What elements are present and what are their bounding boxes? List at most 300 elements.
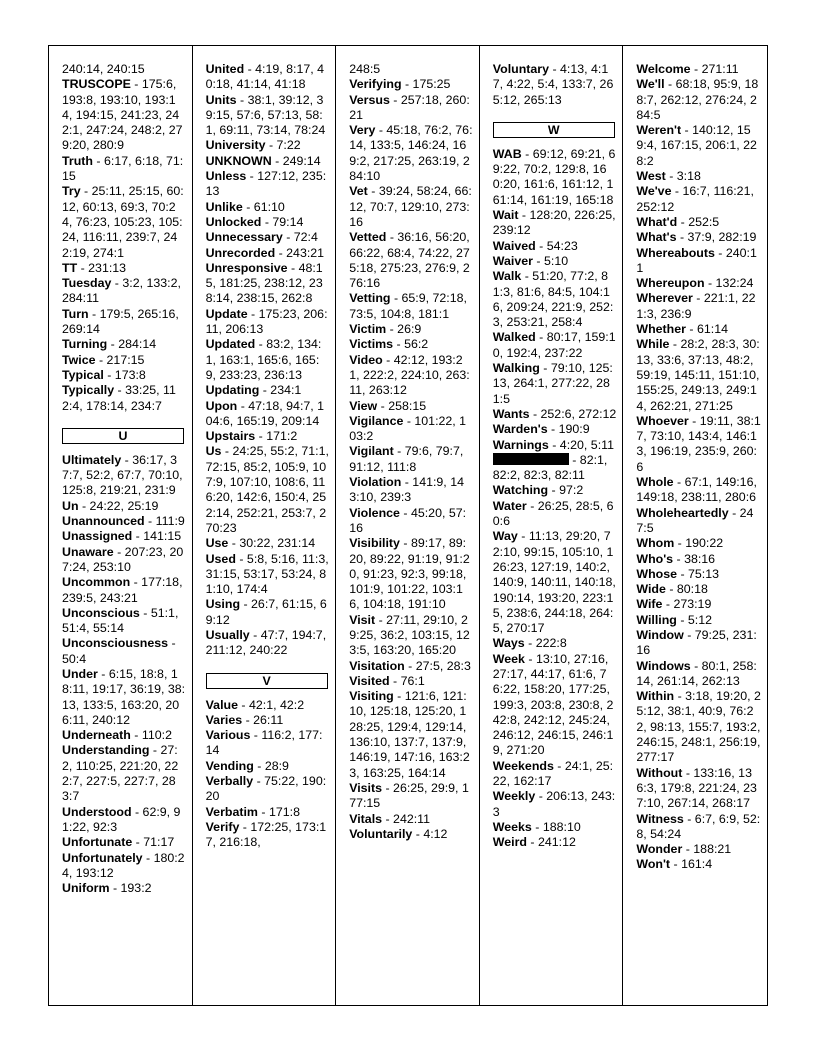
index-entry [349,62,473,77]
index-entry: Wife - 273:19 [636,597,712,612]
page-line-refs: 54:23 [546,238,578,253]
index-entry: Typical - 173:8 [62,367,146,382]
index-term: Various [205,728,251,743]
index-term: United [205,62,245,76]
index-term: Victim [349,322,387,337]
index-entry: TT - 231:13 [62,260,127,275]
page-line-refs: 193:2 [120,881,152,896]
index-entry: West - 3:18 [636,169,701,184]
index-term: Violence [349,505,400,520]
index-entry: Weren't - 140:12, 159:4, 167:15, 206:1, 228:2 [636,123,757,168]
index-entry: Uncommon - 177:18, 239:5, 243:21 [62,575,183,605]
page-line-refs: 47:18, 94:7, 104:6, 165:19, 209:14 [205,398,325,428]
index-entry: Understood - 62:9, 91:22, 92:3 [62,804,181,834]
page-line-refs: 27:5, 28:3 [415,658,471,673]
page-line-refs: 6:17, 6:18, 71:15 [62,153,184,184]
index-term: Unassigned [62,529,133,544]
page-line-refs: 3:2, 133:2, 284:11 [62,276,181,306]
index-term: Video [349,352,383,367]
index-term: TRUSCOPE [62,77,131,92]
index-term: Waiver [492,253,533,268]
page-line-refs: 67:1, 149:16, 149:18, 238:11, 280:6 [636,475,757,505]
index-entry: Used - 5:8, 5:16, 11:3, 31:15, 53:17, 53:24, 81:10, 174:4 [205,551,329,597]
index-entry: Turning - 284:14 [62,337,157,352]
page-line-refs: 171:8 [268,804,300,819]
page-line-refs: 273:19 [673,597,712,612]
index-term: Whoever [636,413,689,428]
index-term: Updated [205,337,256,352]
index-term: TT [62,260,78,275]
page-line-refs: 42:1, 42:2 [248,697,305,712]
page-line-refs: 190:22 [685,536,724,551]
index-term: UNKNOWN [205,153,272,168]
page-line-refs: 172:25, 173:17, 216:18, [205,819,327,850]
index-term: Vigilance [349,413,404,428]
page-line-refs: 37:9, 282:19 [687,230,757,245]
index-entry: Wonder - 188:21 [636,842,732,857]
index-term: Unaware [62,544,114,559]
page-line-refs: 47:7, 194:7, 211:12, 240:22 [205,627,327,658]
index-term: Visiting [349,689,394,704]
page-line-refs: 56:2 [404,337,429,352]
page-line-refs: 4:13, 4:17, 4:22, 5:4, 133:7, 265:12, 265:13 [492,62,614,107]
page-line-refs: 61:14 [696,322,728,337]
index-term: Unconsciousness [62,636,169,651]
page-line-refs: 188:21 [693,842,732,857]
index-entry: Waiver - 5:10 [492,253,569,268]
page-line-refs: 258:15 [388,398,427,413]
page-line-refs: 26:25, 28:5, 60:6 [492,498,614,529]
index-entry: Vetting - 65:9, 72:18, 73:5, 104:8, 181:1 [349,291,467,321]
index-term: Uncommon [62,575,131,590]
index-entry: Varies - 26:11 [205,712,284,727]
index-entry: Video - 42:12, 193:21, 222:2, 224:10, 263:11, 263:12 [349,352,470,398]
index-entry: Underneath - 110:2 [62,728,172,743]
page-line-refs: 76:1 [400,673,425,688]
index-entry: Unlocked - 79:14 [205,214,304,229]
index-entry: Under - 6:15, 18:8, 18:11, 19:17, 36:19, 38:13, 133:5, 163:20, 206:11, 240:12 [62,666,186,727]
index-page [48,45,768,1006]
page-line-refs: 51:1, 51:4, 55:14 [62,605,179,636]
index-term: Wants [492,406,530,421]
page-line-refs: 72:4 [293,230,318,245]
index-term: Vetting [349,291,391,306]
index-term: What's [636,230,677,245]
index-term: West [636,169,666,184]
page-line-refs: 5:12 [687,612,713,627]
index-entry: Visitation - 27:5, 28:3 [349,658,471,673]
index-entry: Ways - 222:8 [492,636,567,651]
index-entry: Unless - 127:12, 235:13 [205,169,327,199]
letter-heading: W [493,122,615,138]
index-term: Watching [492,483,549,498]
page-line-refs: 50:4 [62,651,87,666]
index-entry: Vetted - 36:16, 56:20, 66:22, 68:4, 74:22, 275:18, 275:23, 276:9, 276:16 [349,230,470,291]
page-line-refs: 38:16 [684,551,716,566]
index-term: Unless [205,169,247,184]
page-line-refs: 271:11 [701,62,739,76]
index-term: Vigilant [349,444,394,459]
index-entry: Truth - 6:17, 6:18, 71:15 [62,153,184,184]
index-entry: Unassigned - 141:15 [62,529,182,544]
index-term: Units [205,92,237,107]
page-line-refs: 7:22 [276,138,301,153]
index-term: Voluntarily [349,826,413,841]
index-entry: What'd - 252:5 [636,214,720,229]
page-line-refs: 97:2 [559,483,584,498]
page-line-refs: 4:19, 8:17, 40:18, 41:14, 41:18 [205,62,325,92]
page-line-refs: 175:25 [412,77,451,92]
page-line-refs: 161:4 [681,857,713,872]
index-entry: Voluntary - 4:13, 4:17, 4:22, 5:4, 133:7, 265:12, 265:13 [492,62,614,107]
index-entry: We'll - 68:18, 95:9, 188:7, 262:12, 276:24, 284:5 [636,77,759,122]
index-entry: Ultimately - 36:17, 37:7, 52:2, 67:7, 70:10, 125:8, 219:21, 231:9 [62,452,183,498]
index-entry: TRUSCOPE - 175:6, 193:8, 193:10, 193:14, 194:15, 241:23, 242:1, 247:24, 248:2, 279:20, 280:9 [62,77,183,153]
index-entry: Unconscious - 51:1, 51:4, 55:14 [62,605,179,636]
index-entry: Unresponsive - 48:15, 181:25, 238:12, 238:14, 238:15, 262:8 [205,260,323,306]
index-entry: Warden's - 190:9 [492,422,590,437]
index-entry: Won't - 161:4 [636,857,713,872]
index-term: Understanding [62,743,150,758]
index-term: Willing [636,612,677,627]
page-line-refs: 175:23, 206:11, 206:13 [205,306,328,337]
page-line-refs: 179:5, 265:16, 269:14 [62,306,179,337]
index-term: Use [205,536,229,551]
index-term: Whether [636,322,686,337]
page-line-refs: 80:1, 258:14, 261:14, 262:13 [636,658,757,688]
index-entry: Verbally - 75:22, 190:20 [205,774,327,804]
index-entry: Weekends - 24:1, 25:22, 162:17 [492,758,614,789]
page-line-refs: 80:17, 159:10, 192:4, 237:22 [492,330,616,360]
index-term: Uniform [62,881,110,896]
index-term: Wonder [636,842,683,857]
page-line-refs: 79:6, 79:7, 91:12, 111:8 [349,444,464,474]
index-entry: Whole - 67:1, 149:16, 149:18, 238:11, 280:6 [636,475,757,505]
page-line-refs: 177:18, 239:5, 243:21 [62,575,183,605]
page-line-refs: 207:23, 207:24, 253:10 [62,544,184,574]
index-column [49,46,193,1005]
index-term: Victims [349,337,394,352]
index-term: Wherever [636,291,693,306]
page-line-refs: 140:12, 159:4, 167:15, 206:1, 228:2 [636,123,757,168]
index-entry: Vending - 28:9 [205,758,289,773]
page-line-refs: 51:20, 77:2, 81:3, 81:6, 84:5, 104:16, 209:24, 221:9, 252:3, 253:21, 258:4 [492,269,614,330]
page-line-refs: 6:7, 6:9, 52:8, 54:24 [636,811,761,841]
letter-heading: U [62,428,184,444]
page-line-refs: 33:25, 112:4, 178:14, 234:7 [62,383,176,413]
index-entry: Weeks - 188:10 [492,819,581,834]
index-term: Visits [349,780,383,795]
index-entry: Updating - 234:1 [205,383,302,398]
index-term: Warden's [492,422,548,437]
index-entry: Walked - 80:17, 159:10, 192:4, 237:22 [492,330,616,360]
page-line-refs: 19:11, 38:17, 73:10, 143:4, 146:13, 196:19, 235:9, 260:6 [636,413,761,474]
page-line-refs: 26:25, 29:9, 177:15 [349,780,469,811]
index-entry: Vigilant - 79:6, 79:7, 91:12, 111:8 [349,444,464,474]
page-line-refs: 45:20, 57:16 [349,505,467,535]
page-line-refs: 45:18, 76:2, 76:14, 133:5, 146:24, 169:2, 217:25, 263:19, 284:10 [349,123,473,184]
redaction-block [493,453,569,465]
index-entry: Warnings - 4:20, 5:11 [492,437,614,452]
letter-heading: V [206,673,328,689]
page-line-refs: 234:1 [270,383,302,398]
index-term: Violation [349,475,402,490]
index-term: Witness [636,811,684,826]
index-term: Weeks [492,819,532,834]
index-term: Value [205,697,238,712]
page-line-refs: 24:25, 55:2, 71:1, 72:15, 85:2, 105:9, 107:9, 107:10, 108:6, 116:20, 142:6, 150:4, 252:14, 252:21, 253:7, 270:23 [205,444,329,535]
index-entry: Unconsciousness - 50:4 [62,636,176,666]
index-term: Varies [205,712,243,727]
index-entry: Whoever - 19:11, 38:17, 73:10, 143:4, 146:13, 196:19, 235:9, 260:6 [636,413,761,474]
page-line-refs: 249:14 [282,153,321,168]
index-entry: Violence - 45:20, 57:16 [349,505,467,535]
index-entry: Watching - 97:2 [492,483,584,498]
page-line-refs: 89:17, 89:20, 89:22, 91:19, 91:20, 91:23, 92:3, 99:18, 101:9, 101:22, 103:16, 104:18, 191:10 [349,536,470,612]
index-entry: Whether - 61:14 [636,322,728,337]
index-term: Welcome [636,62,691,76]
index-term: Wide [636,582,666,597]
index-term: Ultimately [62,452,122,467]
page-line-refs: 101:22, 103:2 [349,413,467,444]
index-entry: Upstairs - 171:2 [205,429,298,444]
index-term: Versus [349,92,390,107]
page-line-refs: 141:9, 143:10, 239:3 [349,475,464,505]
index-term: Whereupon [636,276,705,291]
index-entry: Weekly - 206:13, 243:3 [492,789,616,819]
index-entry: Wholeheartedly - 247:5 [636,505,754,535]
page-line-refs: 240:14, 240:15 [62,62,145,76]
page-line-refs: 27:11, 29:10, 29:25, 36:2, 103:15, 123:5, 163:20, 165:20 [349,612,470,658]
index-entry: Visited - 76:1 [349,673,425,688]
page-line-refs: 75:13 [688,566,720,581]
index-entry: Wants - 252:6, 272:12 [492,406,617,421]
index-entry: Willing - 5:12 [636,612,713,627]
page-line-refs: 24:1, 25:22, 162:17 [492,758,614,789]
index-entry: Unfortunately - 180:24, 193:12 [62,850,185,880]
index-entry: Typically - 33:25, 112:4, 178:14, 234:7 [62,383,176,413]
index-entry: Unlike - 61:10 [205,199,285,214]
index-term: Whole [636,475,674,490]
index-entry: Vigilance - 101:22, 103:2 [349,413,467,444]
index-entry: Way - 11:13, 29:20, 72:10, 99:15, 105:10, 126:23, 127:19, 140:2, 140:9, 140:11, 140:18, 190:14, 193:20, 223:15, 238:6, 244:18, 264:5, 270:17 [492,529,616,636]
index-term: Verify [205,819,240,834]
index-entry: Us - 24:25, 55:2, 71:1, 72:15, 85:2, 105:9, 107:9, 107:10, 108:6, 116:20, 142:6, 150:4, 252:14, 252:21, 253:7, 270:23 [205,444,329,535]
index-entry: UNKNOWN - 249:14 [205,153,321,168]
index-term: Window [636,627,684,642]
index-term: Unlike [205,199,243,214]
index-term: While [636,337,670,352]
page-line-refs: 206:13, 243:3 [492,789,616,819]
index-entry: Without - 133:16, 136:3, 179:8, 221:24, 237:10, 267:14, 268:17 [636,765,757,811]
index-column [193,46,337,1005]
page-line-refs: 133:16, 136:3, 179:8, 221:24, 237:10, 267:14, 268:17 [636,765,757,811]
page-line-refs: 28:9 [264,758,289,773]
index-term: We've [636,184,672,199]
index-term: Using [205,597,241,612]
page-line-refs: 127:12, 235:13 [205,169,327,199]
index-term: Very [349,123,376,138]
index-entry: Verbatim - 171:8 [205,804,300,819]
page-line-refs: 252:6, 272:12 [540,406,617,421]
index-term: Visit [349,612,376,627]
index-term: Windows [636,658,691,673]
index-entry: Versus - 257:18, 260:21 [349,92,470,122]
page-line-refs: 48:15, 181:25, 238:12, 238:14, 238:15, 262:8 [205,260,323,306]
page-line-refs: 26:11 [253,712,284,727]
index-entry: Upon - 47:18, 94:7, 104:6, 165:19, 209:14 [205,398,325,428]
index-entry: Value - 42:1, 42:2 [205,697,305,712]
index-entry: Wherever - 221:1, 221:3, 236:9 [636,291,756,321]
index-term: WAB [492,146,522,161]
index-term: Tuesday [62,276,112,291]
index-term: View [349,398,378,413]
index-entry: Voluntarily - 4:12 [349,826,448,841]
index-term: Turning [62,337,108,352]
index-term: Usually [205,627,250,642]
page-line-refs: 241:12 [538,835,576,850]
index-term: Wholeheartedly [636,505,729,520]
page-line-refs: 3:18, 19:20, 25:12, 38:1, 40:9, 76:22, 98:13, 155:7, 193:2, 246:15, 248:1, 256:19, 277:17 [636,689,761,765]
index-entry: While - 28:2, 28:3, 30:13, 33:6, 37:13, 48:2, 59:19, 145:11, 151:10, 155:25, 249:13, 249:14, 262:21, 271:25 [636,337,760,413]
page-line-refs: 128:20, 226:25, 239:12 [492,208,616,238]
index-entry: Visiting - 121:6, 121:10, 125:18, 125:20, 128:25, 129:4, 129:14, 136:10, 137:7, 137:9, 146:19, 147:16, 163:23, 163:25, 164:14 [349,689,470,780]
index-entry: Water - 26:25, 28:5, 60:6 [492,498,614,529]
page-line-refs: 248:5 [349,62,381,76]
page-line-refs: 38:1, 39:12, 39:15, 57:6, 57:13, 58:1, 69:11, 73:14, 78:24 [205,92,326,138]
page-line-refs: 110:2 [141,728,172,743]
page-line-refs: 243:21 [286,245,325,260]
index-term: Verbatim [205,804,258,819]
index-term: Whereabouts [636,245,715,260]
index-entry: Whereupon - 132:24 [636,276,754,291]
index-entry: We've - 16:7, 116:21, 252:12 [636,184,754,214]
index-term: Unconscious [62,605,140,620]
page-line-refs: 69:12, 69:21, 69:22, 70:2, 129:8, 160:20, 161:6, 161:12, 161:14, 161:19, 165:18 [492,146,616,207]
page-line-refs: 36:17, 37:7, 52:2, 67:7, 70:10, 125:8, 219:21, 231:9 [62,452,183,498]
index-term: Waived [492,238,536,253]
index-term: Unannounced [62,514,145,529]
page-line-refs: 27:2, 110:25, 221:20, 222:7, 227:5, 227:7, 283:7 [62,743,179,804]
index-term: Voluntary [492,62,550,76]
index-term: Understood [62,804,132,819]
index-term: Without [636,765,683,780]
index-column [336,46,480,1005]
page-line-refs: 116:2, 177:14 [205,728,323,758]
index-entry [62,62,186,77]
page-line-refs: 16:7, 116:21, 252:12 [636,184,754,214]
index-entry: Usually - 47:7, 194:7, 211:12, 240:22 [205,627,327,658]
page-line-refs: 4:12 [423,826,448,841]
page-line-refs: 240:11 [636,245,757,275]
index-entry: Witness - 6:7, 6:9, 52:8, 54:24 [636,811,761,841]
index-term: Walked [492,330,536,345]
page-line-refs: 28:2, 28:3, 30:13, 33:6, 37:13, 48:2, 59:19, 145:11, 151:10, 155:25, 249:13, 249:14, 262:21, 271:25 [636,337,760,413]
index-entry: Tuesday - 3:2, 133:2, 284:11 [62,276,181,306]
page-line-refs: 190:9 [558,422,590,437]
index-term: Visited [349,673,390,688]
index-term: What'd [636,214,678,229]
index-entry: Verify - 172:25, 173:17, 216:18, [205,819,327,850]
index-entry: Wide - 80:18 [636,582,708,597]
index-term: Walking [492,361,540,376]
page-line-refs: 141:15 [143,529,182,544]
index-term: Truth [62,153,93,168]
page-line-refs: 11:13, 29:20, 72:10, 99:15, 105:10, 126:23, 127:19, 140:2, 140:9, 140:11, 140:18, 190:14, 193:20, 223:15, 238:6, 244:18, 264:5, 270:17 [492,529,616,636]
page-line-refs: 79:25, 231:16 [636,627,757,658]
index-term: Water [492,498,527,513]
index-term: Us [205,444,222,459]
index-entry: University - 7:22 [205,138,301,153]
index-term: Vetted [349,230,387,245]
page-line-refs: 284:14 [118,337,157,352]
index-entry: Use - 30:22, 231:14 [205,536,316,551]
index-entry: Week - 13:10, 27:16, 27:17, 44:17, 61:6, 76:22, 158:20, 177:25, 199:3, 203:8, 230:8, 242:8, 242:12, 245:24, 246:12, 246:15, 246:19, 271:20 [492,651,614,758]
page-line-refs: 171:2 [266,429,298,444]
index-entry: Windows - 80:1, 258:14, 261:14, 262:13 [636,658,757,688]
page-line-refs: 82:1, 82:2, 82:3, 82:11 [492,452,608,483]
page-line-refs: 62:9, 91:22, 92:3 [62,804,181,834]
index-term: Typically [62,383,115,398]
index-term: Wife [636,597,663,612]
index-entry: Walk - 51:20, 77:2, 81:3, 81:6, 84:5, 104:16, 209:24, 221:9, 252:3, 253:21, 258:4 [492,269,614,330]
index-term: Won't [636,857,671,872]
page-line-refs: 75:22, 190:20 [205,774,327,804]
index-entry: Unfortunate - 71:17 [62,835,175,850]
index-term: Week [492,651,525,666]
index-term: Unnecessary [205,230,283,245]
index-entry: Within - 3:18, 19:20, 25:12, 38:1, 40:9, 76:22, 98:13, 155:7, 193:2, 246:15, 248:1, 256:19, 277:17 [636,689,761,765]
index-term: Vending [205,758,254,773]
page-line-refs: 252:5 [688,214,720,229]
index-entry: Who's - 38:16 [636,551,716,566]
index-term: Turn [62,306,89,321]
index-term: Twice [62,352,96,367]
page-line-refs: 3:18 [676,169,701,184]
index-entry: Vitals - 242:11 [349,811,431,826]
index-entry: Un - 24:22, 25:19 [62,498,159,513]
page-line-refs: 221:1, 221:3, 236:9 [636,291,756,321]
page-line-refs: 180:24, 193:12 [62,850,185,880]
page-line-refs: 175:6, 193:8, 193:10, 193:14, 194:15, 241:23, 242:1, 247:24, 248:2, 279:20, 280:9 [62,77,183,153]
index-entry: - 82:1, 82:2, 82:3, 82:11 [492,452,608,483]
page-line-refs: 79:10, 125:13, 264:1, 277:22, 281:5 [492,361,613,406]
index-entry: Walking - 79:10, 125:13, 264:1, 277:22, 281:5 [492,361,613,406]
index-term: Weekly [492,789,536,804]
page-line-refs: 132:24 [715,276,754,291]
index-entry: Visit - 27:11, 29:10, 29:25, 36:2, 103:15, 123:5, 163:20, 165:20 [349,612,470,658]
index-term: Verifying [349,77,402,92]
index-term: Weird [492,835,527,850]
index-term: Who's [636,551,674,566]
index-entry: United - 4:19, 8:17, 40:18, 41:14, 41:18 [205,62,325,92]
index-entry: Turn - 179:5, 265:16, 269:14 [62,306,179,337]
index-entry: Window - 79:25, 231:16 [636,627,757,658]
index-entry: Understanding - 27:2, 110:25, 221:20, 222:7, 227:5, 227:7, 283:7 [62,743,179,804]
page-line-refs: 188:10 [542,819,581,834]
index-term: Unfortunate [62,835,133,850]
page-line-refs: 257:18, 260:21 [349,92,470,122]
index-entry: Verifying - 175:25 [349,77,451,92]
index-term: Visitation [349,658,405,673]
index-entry: Updated - 83:2, 134:1, 163:1, 165:6, 165:9, 233:23, 236:13 [205,337,322,382]
index-term: Walk [492,269,522,284]
index-term: Updating [205,383,260,398]
index-term: Upstairs [205,429,256,444]
index-term: Ways [492,636,525,651]
index-term: Unrecorded [205,245,276,260]
page-line-refs: 80:18 [676,582,708,597]
